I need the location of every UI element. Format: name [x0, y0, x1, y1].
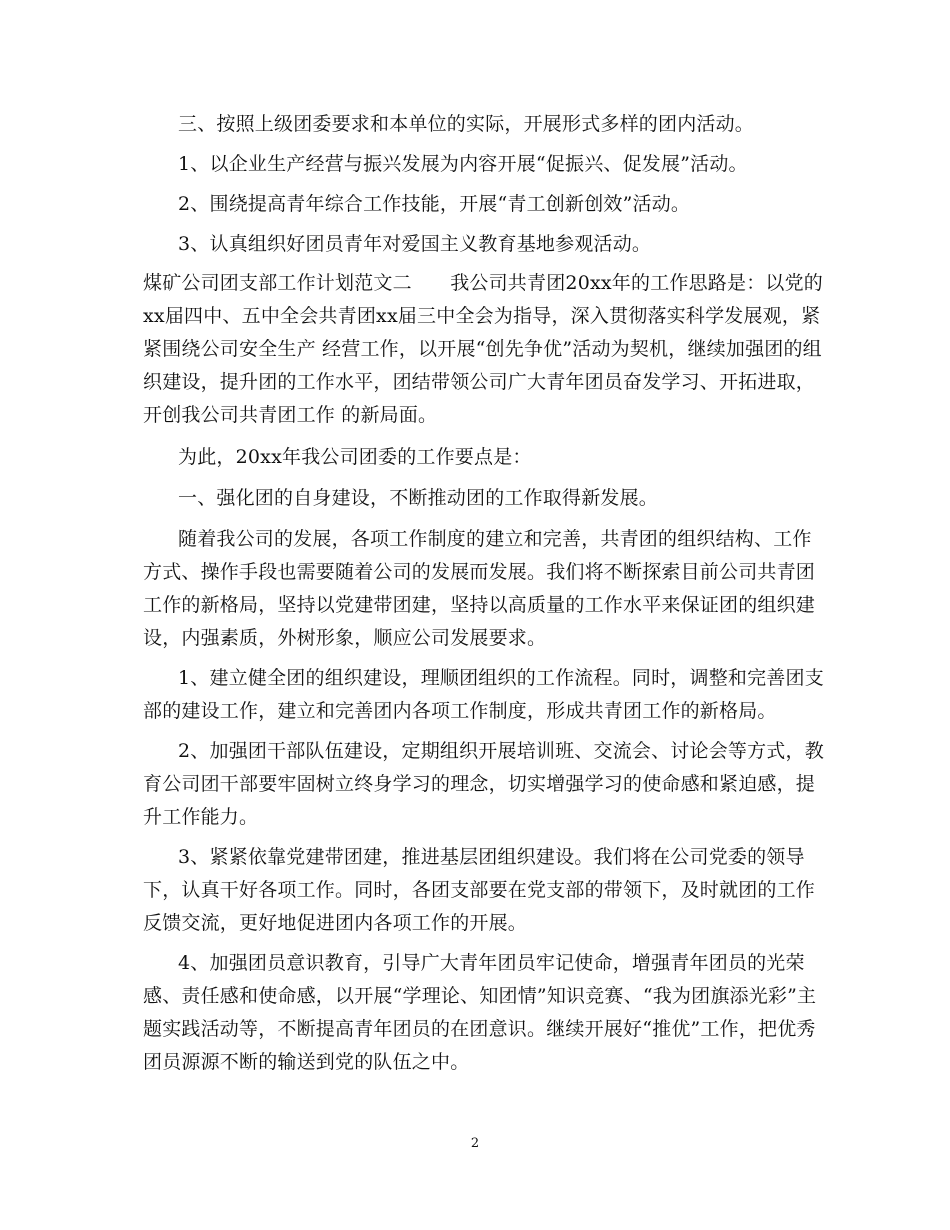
page-number: 2	[470, 1136, 480, 1151]
paragraph-line: 设，内强素质，外树形象，顺应公司发展要求。	[143, 627, 547, 649]
paragraph-line: 育公司团干部要牢固树立终身学习的理念，切实增强学习的使命感和紧迫感，提	[143, 773, 816, 795]
paragraph-line: 反馈交流，更好地促进团内各项工作的开展。	[143, 912, 528, 934]
paragraph-line: 三、按照上级团委要求和本单位的实际，开展形式多样的团内活动。	[178, 113, 755, 135]
paragraph-line: 方式、操作手段也需要随着公司的发展而发展。我们将不断探索目前公司共青团	[143, 561, 816, 583]
paragraph-line: 团员源源不断的输送到党的队伍之中。	[143, 1051, 470, 1073]
paragraph-line: 部的建设工作，建立和完善团内各项工作制度，形成共青团工作的新格局。	[143, 700, 777, 722]
paragraph-line: 工作的新格局，坚持以党建带团建，坚持以高质量的工作水平来保证团的组织建	[143, 594, 816, 616]
paragraph-line: 4、加强团员意识教育，引导广大青年团员牢记使命，增强青年团员的光荣	[178, 952, 805, 974]
paragraph-line: 煤矿公司团支部工作计划范文二 我公司共青团20xx年的工作思路是：以党的	[143, 272, 824, 294]
paragraph-line: 下，认真干好各项工作。同时，各团支部要在党支部的带领下，及时就团的工作	[143, 879, 816, 901]
paragraph-line: 紧围绕公司安全生产 经营工作，以开展“创先争优”活动为契机，继续加强团的组	[143, 338, 822, 360]
paragraph-line: 题实践活动等，不断提高青年团员的在团意识。继续开展好“推优”工作，把优秀	[143, 1018, 816, 1040]
paragraph-line: 随着我公司的发展，各项工作制度的建立和完善，共青团的组织结构、工作	[178, 528, 812, 550]
paragraph-line: xx届四中、五中全会共青团xx届三中全会为指导，深入贯彻落实科学发展观，紧	[143, 305, 821, 327]
paragraph-line: 织建设，提升团的工作水平，团结带领公司广大青年团员奋发学习、开拓进取，	[143, 371, 816, 393]
paragraph-line: 感、责任感和使命感，以开展“学理论、知团情”知识竞赛、“我为团旗添光彩”主	[143, 985, 817, 1007]
paragraph-line: 1、以企业生产经营与振兴发展为内容开展“促振兴、促发展”活动。	[178, 153, 748, 175]
paragraph-line: 一、强化团的自身建设，不断推动团的工作取得新发展。	[178, 487, 659, 509]
paragraph-line: 升工作能力。	[143, 806, 259, 828]
paragraph-line: 2、围绕提高青年综合工作技能，开展“青工创新创效”活动。	[178, 193, 691, 215]
paragraph-line: 3、认真组织好团员青年对爱国主义教育基地参观活动。	[178, 233, 652, 255]
paragraph-line: 为此，20xx年我公司团委的工作要点是：	[178, 446, 532, 468]
paragraph-line: 2、加强团干部队伍建设，定期组织开展培训班、交流会、讨论会等方式，教	[178, 740, 824, 762]
paragraph-line: 1、建立健全团的组织建设，理顺团组织的工作流程。同时，调整和完善团支	[178, 667, 824, 689]
paragraph-line: 开创我公司共青团工作 的新局面。	[143, 404, 438, 426]
paragraph-line: 3、紧紧依靠党建带团建，推进基层团组织建设。我们将在公司党委的领导	[178, 846, 805, 868]
